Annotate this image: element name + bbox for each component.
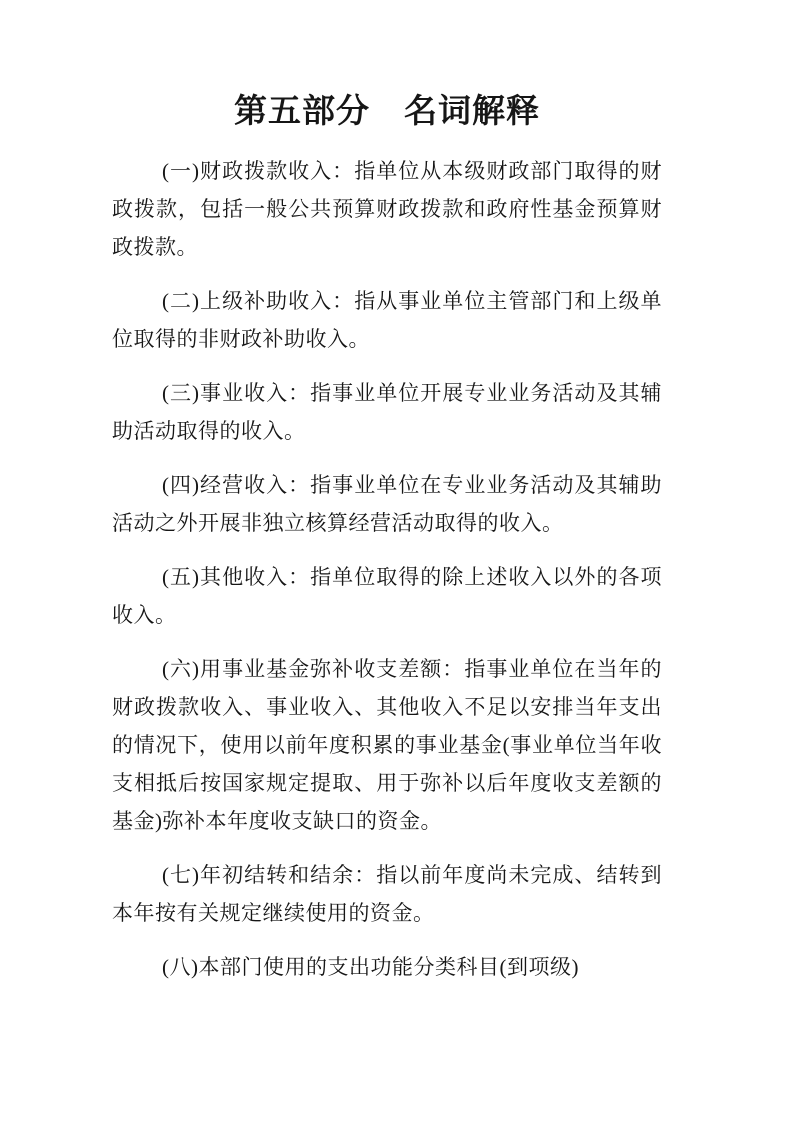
term-paragraph-business-income: (四)经营收入：指事业单位在专业业务活动及其辅助活动之外开展非独立核算经营活动取得的收入。 (112, 473, 662, 535)
term-paragraph-fund-deficit-coverage: (六)用事业基金弥补收支差额：指事业单位在当年的财政拨款收入、事业收入、其他收入不足以安排当年支出的情况下，使用以前年度积累的事业基金(事业单位当年收支相抵后按国家规定提取、用于弥补以后年度收支差额的基金)弥补本年度收支缺口的资金。 (112, 657, 662, 833)
term-paragraph-operational-income: (三)事业收入：指事业单位开展专业业务活动及其辅助活动取得的收入。 (112, 381, 662, 443)
term-paragraph-fiscal-appropriation-income: (一)财政拨款收入：指单位从本级财政部门取得的财政拨款，包括一般公共预算财政拨款和政府性基金预算财政拨款。 (112, 159, 662, 259)
term-paragraph-superior-subsidy-income: (二)上级补助收入：指从事业单位主管部门和上级单位取得的非财政补助收入。 (112, 289, 662, 351)
term-paragraph-expenditure-classification: (八)本部门使用的支出功能分类科目(到项级) (162, 955, 579, 979)
term-paragraph-other-income: (五)其他收入：指单位取得的除上述收入以外的各项收入。 (112, 565, 662, 627)
page-title: 第五部分 名词解释 (234, 94, 540, 130)
term-paragraph-carryover-balance: (七)年初结转和结余：指以前年度尚未完成、结转到本年按有关规定继续使用的资金。 (112, 863, 662, 925)
